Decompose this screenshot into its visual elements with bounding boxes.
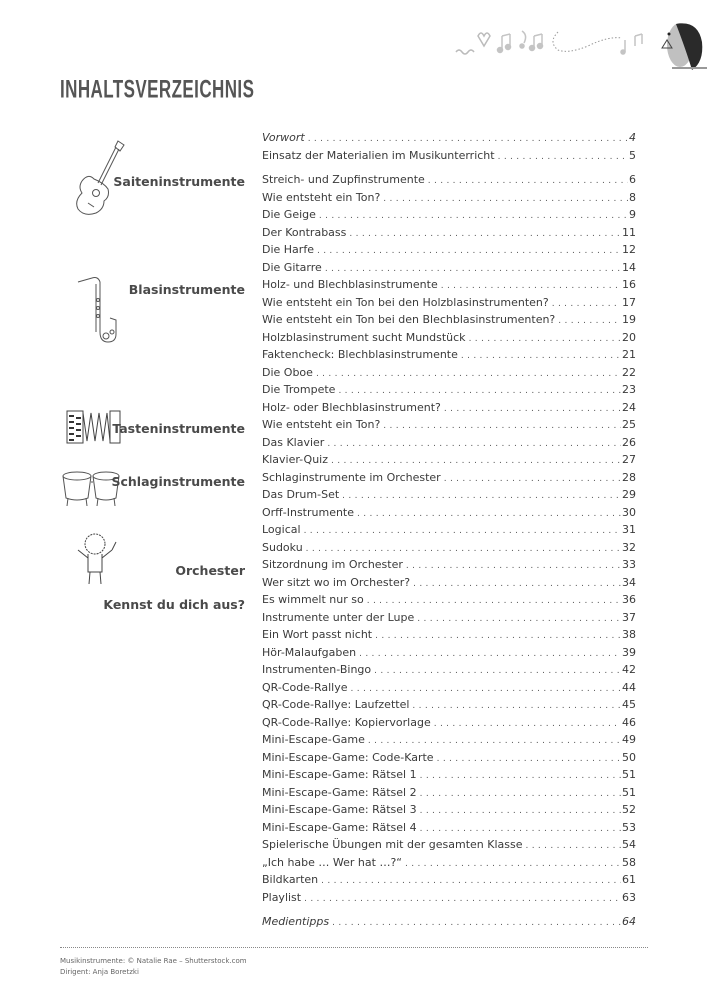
dot-leader <box>413 579 621 589</box>
toc-row-vorwort[interactable]: Vorwort . . . 4 <box>262 131 636 149</box>
toc-row[interactable]: Mini-Escape-Game: Code-Karte . . . 50 <box>262 751 636 769</box>
toc-row[interactable]: Hör-Malaufgaben . . . 39 <box>262 646 636 664</box>
dot-leader <box>319 211 628 221</box>
toc-row[interactable]: Schlaginstrumente im Orchester . . . 28 <box>262 471 636 489</box>
dot-leader <box>383 194 628 204</box>
toc-row[interactable]: Die Oboe . . . 22 <box>262 366 636 384</box>
category-schlaginstrumente: Schlaginstrumente <box>111 474 245 489</box>
toc-row[interactable]: Die Gitarre . . . 14 <box>262 261 636 279</box>
dot-leader <box>420 824 621 834</box>
toc-row[interactable]: Mini-Escape-Game: Rätsel 4 . . . 53 <box>262 821 636 839</box>
toc-row[interactable]: Wie entsteht ein Ton bei den Blechblasinstrumenten? . . . 19 <box>262 313 636 331</box>
dot-leader <box>308 134 628 144</box>
table-of-contents <box>262 131 636 933</box>
dot-leader <box>332 918 621 928</box>
dot-leader <box>420 789 621 799</box>
dot-leader <box>420 771 621 781</box>
toc-row[interactable]: QR-Code-Rallye . . . 44 <box>262 681 636 699</box>
dot-leader <box>428 176 628 186</box>
toc-row[interactable]: Mini-Escape-Game: Rätsel 3 . . . 52 <box>262 803 636 821</box>
toc-row[interactable]: Wie entsteht ein Ton bei den Holzblasinstrumenten? . . . 17 <box>262 296 636 314</box>
credit-line: Musikinstrumente: © Natalie Rae – Shutterstock.com <box>60 957 247 965</box>
dot-leader <box>420 806 621 816</box>
toc-row[interactable]: Wie entsteht ein Ton? . . . 8 <box>262 191 636 209</box>
dot-leader <box>325 264 621 274</box>
dot-leader <box>375 631 621 641</box>
dot-leader <box>434 719 621 729</box>
dot-leader <box>342 491 621 501</box>
toc-row-medientipps[interactable]: Medientipps . . . 64 <box>262 915 636 933</box>
category-kennst-du-dich-aus: Kennst du dich aus? <box>103 597 245 612</box>
toc-row[interactable]: Playlist . . . 63 <box>262 891 636 909</box>
category-saiteninstrumente: Saiteninstrumente <box>113 174 245 189</box>
toc-row[interactable]: Ein Wort passt nicht . . . 38 <box>262 628 636 646</box>
category-tasteninstrumente: Tasteninstrumente <box>112 421 245 436</box>
dot-leader <box>374 666 621 676</box>
dot-leader <box>351 684 622 694</box>
toc-row[interactable]: Bildkarten . . . 61 <box>262 873 636 891</box>
dot-leader <box>367 596 621 606</box>
dot-leader <box>317 246 621 256</box>
toc-row[interactable]: Das Klavier . . . 26 <box>262 436 636 454</box>
toc-row[interactable]: Spielerische Übungen mit der gesamten Klasse . . . 54 <box>262 838 636 856</box>
toc-entries <box>262 173 636 908</box>
dot-leader <box>359 649 621 659</box>
toc-row[interactable]: Sudoku . . . 32 <box>262 541 636 559</box>
dot-leader <box>306 544 621 554</box>
toc-row[interactable]: Mini-Escape-Game: Rätsel 1 . . . 51 <box>262 768 636 786</box>
dot-leader <box>304 526 621 536</box>
conductor-icon <box>70 532 120 588</box>
category-blasinstrumente: Blasinstrumente <box>128 282 245 297</box>
dot-leader <box>338 386 621 396</box>
dot-leader <box>406 561 621 571</box>
footer-divider <box>60 947 648 948</box>
dot-leader <box>444 474 621 484</box>
toc-row[interactable]: Streich- und Zupfinstrumente . . . 6 <box>262 173 636 191</box>
dot-leader <box>357 509 621 519</box>
toc-row[interactable]: Holz- oder Blechblasinstrument? . . . 24 <box>262 401 636 419</box>
hedgehog-music-illustration <box>440 10 707 70</box>
toc-row[interactable]: Faktencheck: Blechblasinstrumente . . . 21 <box>262 348 636 366</box>
dot-leader <box>441 281 621 291</box>
toc-intro-section <box>262 131 636 166</box>
toc-row[interactable]: Mini-Escape-Game . . . 49 <box>262 733 636 751</box>
dot-leader <box>444 404 621 414</box>
toc-row[interactable]: Die Harfe . . . 12 <box>262 243 636 261</box>
dot-leader <box>316 369 621 379</box>
dot-leader <box>412 701 621 711</box>
toc-row[interactable]: Logical . . . 31 <box>262 523 636 541</box>
toc-row[interactable]: QR-Code-Rallye: Laufzettel . . . 45 <box>262 698 636 716</box>
dot-leader <box>405 859 621 869</box>
toc-row[interactable]: „Ich habe … Wer hat …?“ . . . 58 <box>262 856 636 874</box>
toc-row[interactable]: Instrumenten-Bingo . . . 42 <box>262 663 636 681</box>
dot-leader <box>304 894 621 904</box>
dot-leader <box>558 316 621 326</box>
toc-row[interactable]: Die Trompete . . . 23 <box>262 383 636 401</box>
toc-row[interactable]: Klavier-Quiz . . . 27 <box>262 453 636 471</box>
toc-row[interactable]: Wie entsteht ein Ton? . . . 25 <box>262 418 636 436</box>
dot-leader <box>552 299 621 309</box>
dot-leader <box>417 614 621 624</box>
dot-leader <box>349 229 621 239</box>
image-credits <box>60 956 247 978</box>
toc-row[interactable]: Das Drum-Set . . . 29 <box>262 488 636 506</box>
toc-row[interactable]: Wer sitzt wo im Orchester? . . . 34 <box>262 576 636 594</box>
dot-leader <box>327 439 621 449</box>
toc-row[interactable]: Einsatz der Materialien im Musikunterricht . . . 5 <box>262 149 636 167</box>
dot-leader <box>469 334 621 344</box>
toc-row[interactable]: Der Kontrabass . . . 11 <box>262 226 636 244</box>
credit-line: Dirigent: Anja Boretzki <box>60 968 139 976</box>
dot-leader <box>321 876 621 886</box>
dot-leader <box>525 841 621 851</box>
toc-row[interactable]: Orff-Instrumente . . . 30 <box>262 506 636 524</box>
page-title: INHALTSVERZEICHNIS <box>60 76 255 104</box>
category-orchester: Orchester <box>175 563 245 578</box>
dot-leader <box>498 152 628 162</box>
toc-row[interactable]: Sitzordnung im Orchester . . . 33 <box>262 558 636 576</box>
toc-row[interactable]: Instrumente unter der Lupe . . . 37 <box>262 611 636 629</box>
dot-leader <box>383 421 621 431</box>
toc-row[interactable]: Die Geige . . . 9 <box>262 208 636 226</box>
dot-leader <box>368 736 621 746</box>
toc-row[interactable]: Holz- und Blechblasinstrumente . . . 16 <box>262 278 636 296</box>
toc-row[interactable]: Mini-Escape-Game: Rätsel 2 . . . 51 <box>262 786 636 804</box>
dot-leader <box>437 754 621 764</box>
dot-leader <box>331 456 621 466</box>
saxophone-icon <box>76 274 118 348</box>
toc-row[interactable]: QR-Code-Rallye: Kopiervorlage . . . 46 <box>262 716 636 734</box>
dot-leader <box>461 351 621 361</box>
toc-row[interactable]: Holzblasinstrument sucht Mundstück . . . 20 <box>262 331 636 349</box>
toc-row[interactable]: Es wimmelt nur so . . . 36 <box>262 593 636 611</box>
